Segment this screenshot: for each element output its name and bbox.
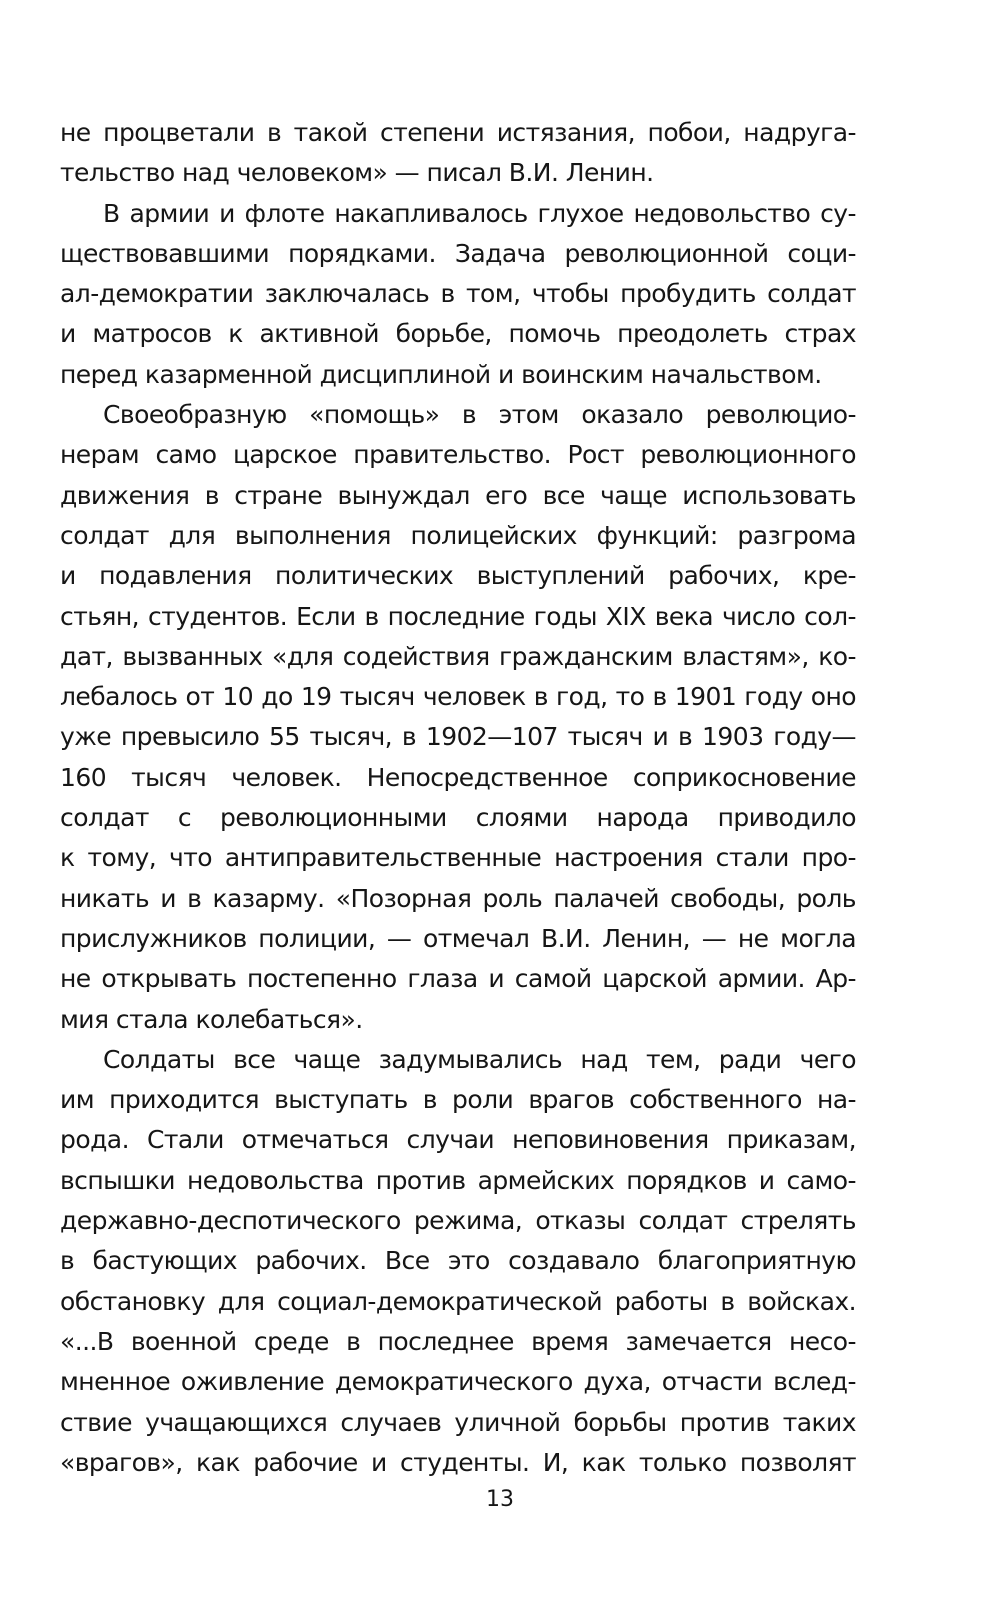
text-line: солдат для выполнения полицейских функций: разгрома [60,520,856,550]
text-line: уже превысило 55 тысяч, в 1902—107 тысяч и в 1903 году— [60,722,856,752]
text-line: В армии и флоте накапливалось глухое недовольство су- [103,198,856,228]
text-line: прислужников полиции, — отмечал В.И. Ленин, — не могла [60,923,856,953]
text-line: 160 тысяч человек. Непосредственное соприкосновение [60,762,856,792]
text-line: обстановку для социал-демократической работы в войсках. [60,1286,856,1316]
text-line: в бастующих рабочих. Все это создавало благоприятную [60,1246,856,1276]
text-line: и матросов к активной борьбе, помочь преодолеть страх [60,319,856,349]
text-line: лебалось от 10 до 19 тысяч человек в год, то в 1901 году оно [60,682,856,712]
page-number: 13 [486,1487,514,1512]
text-line: «...В военной среде в последнее время замечается несо- [60,1326,856,1356]
text-line: тельство над человеком» — писал В.И. Ленин. [60,158,654,188]
text-line: и подавления политических выступлений рабочих, кре- [60,561,856,591]
text-line: движения в стране вынуждал его все чаще использовать [60,480,856,510]
paragraph-continuation [60,113,856,194]
text-line: ал-демократии заключалась в том, чтобы пробудить солдат [60,279,856,309]
text-line: дат, вызванных «для содействия гражданским властям», ко- [60,641,856,671]
text-line: рода. Стали отмечаться случаи неповиновения приказам, [60,1125,856,1155]
text-line: солдат с революционными слоями народа приводило [60,803,856,833]
text-line: «врагов», как рабочие и студенты. И, как только позволят [60,1447,856,1477]
text-line: вспышки недовольства против армейских порядков и само- [60,1165,856,1195]
text-line: ствие учащающихся случаев уличной борьбы против таких [60,1407,856,1437]
text-line: Солдаты все чаще задумывались над тем, ради чего [103,1044,856,1074]
text-line: мненное оживление демократического духа, отчасти вслед- [60,1367,856,1397]
body-text [60,113,856,1483]
paragraph-government-help [60,395,856,1040]
text-line: стьян, студентов. Если в последние годы XIX века число сол- [60,601,856,631]
text-line: к тому, что антиправительственные настроения стали про- [60,843,856,873]
paragraph-army-discontent [60,194,856,395]
text-line: нерам само царское правительство. Рост революционного [60,440,856,470]
text-line: ществовавшими порядками. Задача революционной соци- [60,238,856,268]
text-line: державно-деспотического режима, отказы солдат стрелять [60,1206,856,1236]
paragraph-soldiers-reflect [60,1040,856,1483]
text-line: никать и в казарму. «Позорная роль палачей свободы, роль [60,883,856,913]
text-line: им приходится выступать в роли врагов собственного на- [60,1085,856,1115]
text-line: Своеобразную «помощь» в этом оказало революцио- [103,400,856,430]
text-line: не процветали в такой степени истязания, побои, надруга- [60,118,856,147]
text-line: не открывать постепенно глаза и самой царской армии. Ар- [60,964,856,994]
text-line: мия стала колебаться». [60,1004,363,1034]
text-line: перед казарменной дисциплиной и воинским начальством. [60,359,822,389]
